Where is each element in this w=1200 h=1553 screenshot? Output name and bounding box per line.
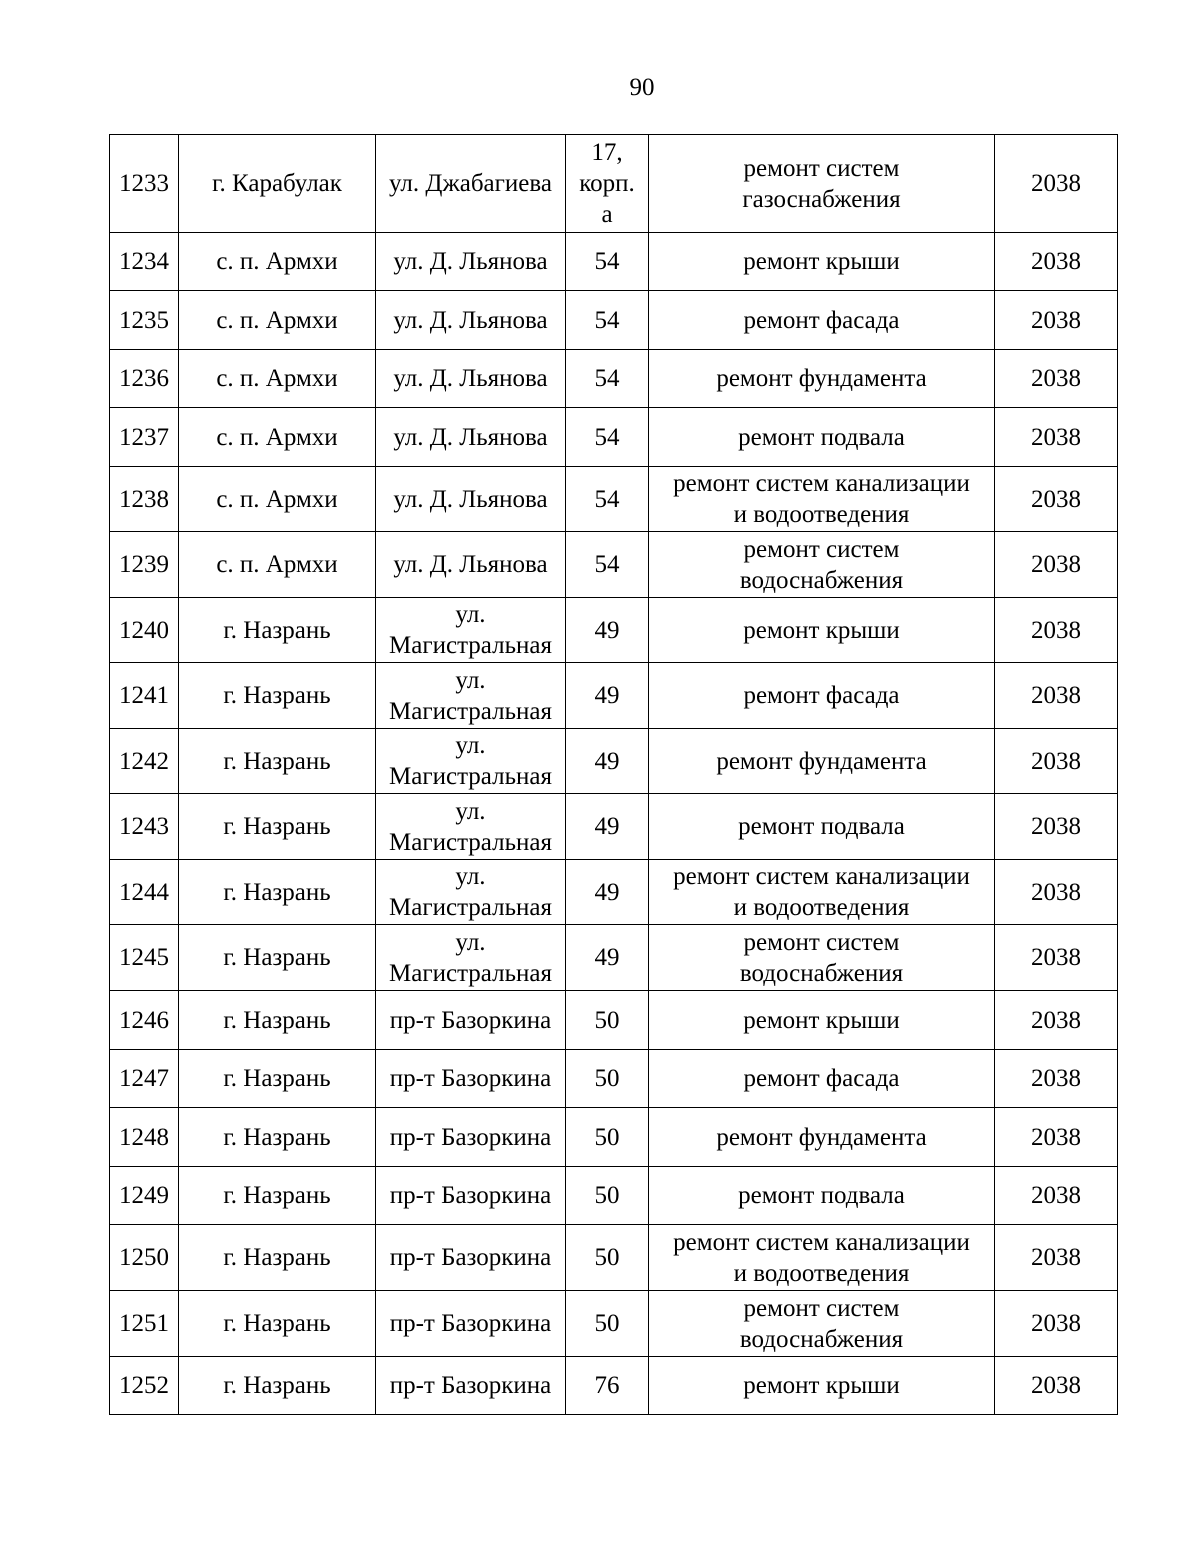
street-cell (376, 598, 566, 663)
house-number-cell (566, 1050, 649, 1108)
street-cell: пр-т Базоркина (376, 1225, 566, 1291)
street-cell: ул. Д. Льянова (376, 408, 566, 467)
table-row (110, 598, 1118, 663)
row-number-cell: 1234 (110, 233, 179, 291)
work-type-cell (649, 1225, 995, 1291)
row-number-cell: 1235 (110, 291, 179, 350)
street-cell-line: Магистральная (389, 763, 552, 790)
work-type-cell (649, 794, 995, 860)
street-cell-line: ул. (455, 601, 486, 628)
work-type-cell-line: и водоотведения (733, 1259, 910, 1287)
work-type-cell-line: ремонт крыши (743, 1372, 900, 1399)
house-number-cell (566, 1167, 649, 1225)
work-type-cell (649, 467, 995, 532)
work-type-cell-line: ремонт фундамента (716, 747, 927, 775)
work-type-cell (649, 991, 995, 1050)
table-row (110, 1291, 1118, 1357)
settlement-cell: г. Назрань (179, 663, 376, 729)
house-number-cell-line: 50 (594, 1006, 620, 1034)
street-cell (376, 794, 566, 860)
street-cell: ул. Д. Льянова (376, 532, 566, 598)
settlement-cell: г. Назрань (179, 991, 376, 1050)
row-number-cell: 1242 (110, 729, 179, 794)
house-number-cell-line: 54 (594, 365, 620, 392)
table-row (110, 408, 1118, 467)
street-cell: пр-т Базоркина (376, 1050, 566, 1108)
house-number-cell (566, 291, 649, 350)
row-number-cell: 1249 (110, 1167, 179, 1225)
work-type-cell (649, 1108, 995, 1167)
table-row (110, 233, 1118, 291)
street-cell: ул. Д. Льянова (376, 233, 566, 291)
street-cell-line: Магистральная (389, 828, 552, 856)
settlement-cell: с. п. Армхи (179, 233, 376, 291)
work-type-cell-line: и водоотведения (733, 501, 910, 528)
row-number-cell: 1250 (110, 1225, 179, 1291)
street-cell: ул. Д. Льянова (376, 350, 566, 408)
table-row (110, 1108, 1118, 1167)
table-row (110, 135, 1118, 233)
house-number-cell (566, 467, 649, 532)
page-number: 90 (629, 74, 655, 101)
settlement-cell: с. п. Армхи (179, 408, 376, 467)
house-number-cell (566, 991, 649, 1050)
work-type-cell-line: ремонт фасада (743, 1065, 900, 1092)
table-row (110, 1167, 1118, 1225)
house-number-cell (566, 135, 649, 233)
work-type-cell (649, 729, 995, 794)
table-row (110, 794, 1118, 860)
work-type-cell (649, 408, 995, 467)
house-number-cell (566, 233, 649, 291)
year-cell: 2038 (995, 350, 1118, 408)
settlement-cell: г. Назрань (179, 1167, 376, 1225)
year-cell: 2038 (995, 991, 1118, 1050)
settlement-cell: г. Назрань (179, 1357, 376, 1415)
work-type-cell (649, 663, 995, 729)
work-type-cell-line: ремонт систем (743, 928, 900, 956)
work-type-cell (649, 860, 995, 925)
year-cell: 2038 (995, 1225, 1118, 1291)
house-number-cell-line: 49 (594, 944, 620, 971)
house-number-cell-line: 50 (594, 1310, 620, 1337)
street-cell-line: ул. (455, 863, 486, 890)
house-number-cell-line: 50 (594, 1182, 620, 1209)
street-cell-line: ул. (455, 666, 486, 694)
street-cell (376, 925, 566, 991)
house-number-cell (566, 598, 649, 663)
settlement-cell: г. Назрань (179, 794, 376, 860)
work-type-cell (649, 1050, 995, 1108)
row-number-cell: 1240 (110, 598, 179, 663)
year-cell: 2038 (995, 135, 1118, 233)
year-cell: 2038 (995, 1108, 1118, 1167)
street-cell (376, 663, 566, 729)
year-cell: 2038 (995, 598, 1118, 663)
house-number-cell (566, 408, 649, 467)
street-cell: ул. Д. Льянова (376, 291, 566, 350)
house-number-cell (566, 1291, 649, 1357)
row-number-cell: 1252 (110, 1357, 179, 1415)
house-number-cell (566, 1225, 649, 1291)
street-cell (376, 729, 566, 794)
house-number-cell-line: 17, (591, 139, 623, 166)
settlement-cell: г. Назрань (179, 925, 376, 991)
house-number-cell-line: 49 (594, 813, 620, 840)
work-type-cell-line: ремонт подвала (738, 423, 905, 451)
year-cell: 2038 (995, 1357, 1118, 1415)
street-cell-line: ул. (455, 732, 486, 759)
street-cell-line: Магистральная (389, 632, 552, 659)
row-number-cell: 1246 (110, 991, 179, 1050)
work-type-cell (649, 598, 995, 663)
row-number-cell: 1237 (110, 408, 179, 467)
house-number-cell-line: 54 (594, 485, 620, 513)
house-number-cell-line: 50 (594, 1123, 620, 1151)
year-cell: 2038 (995, 729, 1118, 794)
house-number-cell-line: корп. (579, 170, 635, 197)
settlement-cell: г. Назрань (179, 1291, 376, 1357)
row-number-cell: 1243 (110, 794, 179, 860)
street-cell-line: Магистральная (389, 894, 552, 921)
work-type-cell-line: ремонт фундамента (716, 1123, 927, 1151)
house-number-cell-line: 49 (594, 747, 620, 775)
year-cell: 2038 (995, 860, 1118, 925)
settlement-cell: г. Назрань (179, 1225, 376, 1291)
work-type-cell (649, 1357, 995, 1415)
work-type-cell (649, 233, 995, 291)
work-type-cell-line: ремонт систем канализации (673, 863, 970, 890)
street-cell (376, 860, 566, 925)
house-number-cell (566, 1108, 649, 1167)
year-cell: 2038 (995, 532, 1118, 598)
house-number-cell (566, 729, 649, 794)
table-row (110, 1357, 1118, 1415)
settlement-cell: г. Назрань (179, 598, 376, 663)
house-number-cell-line: а (601, 201, 613, 228)
work-type-cell-line: водоснабжения (739, 566, 904, 594)
settlement-cell: г. Карабулак (179, 135, 376, 233)
row-number-cell: 1244 (110, 860, 179, 925)
settlement-cell: г. Назрань (179, 729, 376, 794)
house-number-cell-line: 50 (594, 1244, 620, 1271)
settlement-cell: г. Назрань (179, 1108, 376, 1167)
table-row (110, 925, 1118, 991)
house-number-cell (566, 532, 649, 598)
work-type-cell (649, 135, 995, 233)
year-cell: 2038 (995, 291, 1118, 350)
row-number-cell: 1241 (110, 663, 179, 729)
work-type-cell-line: ремонт фасада (743, 682, 900, 709)
street-cell-line: Магистральная (389, 959, 552, 987)
row-number-cell: 1239 (110, 532, 179, 598)
street-cell: ул. Д. Льянова (376, 467, 566, 532)
work-type-cell (649, 1291, 995, 1357)
row-number-cell: 1245 (110, 925, 179, 991)
work-type-cell (649, 532, 995, 598)
house-number-cell-line: 54 (594, 248, 620, 275)
work-type-cell-line: ремонт систем (743, 1294, 900, 1322)
year-cell: 2038 (995, 1050, 1118, 1108)
work-type-cell-line: ремонт фундамента (716, 365, 927, 392)
house-number-cell (566, 663, 649, 729)
work-type-cell-line: ремонт крыши (743, 1006, 900, 1034)
work-type-cell-line: ремонт подвала (738, 1182, 905, 1209)
settlement-cell: с. п. Армхи (179, 291, 376, 350)
year-cell: 2038 (995, 1167, 1118, 1225)
street-cell: пр-т Базоркина (376, 1108, 566, 1167)
row-number-cell: 1247 (110, 1050, 179, 1108)
house-number-cell-line: 49 (594, 878, 620, 906)
work-type-cell (649, 925, 995, 991)
row-number-cell: 1248 (110, 1108, 179, 1167)
table-row (110, 1050, 1118, 1108)
street-cell-line: Магистральная (389, 697, 552, 725)
house-number-cell (566, 925, 649, 991)
registry-table (109, 134, 1118, 1415)
year-cell: 2038 (995, 467, 1118, 532)
table-row (110, 350, 1118, 408)
work-type-cell (649, 1167, 995, 1225)
work-type-cell (649, 291, 995, 350)
work-type-cell (649, 350, 995, 408)
year-cell: 2038 (995, 1291, 1118, 1357)
street-cell: ул. Джабагиева (376, 135, 566, 233)
street-cell: пр-т Базоркина (376, 1357, 566, 1415)
work-type-cell-line: водоснабжения (739, 1325, 904, 1353)
table-row (110, 1225, 1118, 1291)
registry-table-body (110, 135, 1118, 1415)
settlement-cell: с. п. Армхи (179, 532, 376, 598)
table-row (110, 991, 1118, 1050)
house-number-cell (566, 350, 649, 408)
work-type-cell-line: ремонт фасада (743, 306, 900, 334)
house-number-cell-line: 49 (594, 616, 620, 644)
house-number-cell (566, 1357, 649, 1415)
settlement-cell: с. п. Армхи (179, 467, 376, 532)
work-type-cell-line: водоснабжения (739, 959, 904, 987)
work-type-cell-line: газоснабжения (742, 185, 901, 213)
row-number-cell: 1236 (110, 350, 179, 408)
table-row (110, 291, 1118, 350)
house-number-cell-line: 76 (594, 1372, 620, 1399)
row-number-cell: 1251 (110, 1291, 179, 1357)
house-number-cell-line: 50 (594, 1065, 620, 1092)
house-number-cell (566, 860, 649, 925)
street-cell: пр-т Базоркина (376, 1167, 566, 1225)
row-number-cell: 1238 (110, 467, 179, 532)
table-row (110, 467, 1118, 532)
street-cell-line: ул. (455, 928, 486, 956)
table-row (110, 532, 1118, 598)
year-cell: 2038 (995, 794, 1118, 860)
street-cell: пр-т Базоркина (376, 991, 566, 1050)
table-row (110, 729, 1118, 794)
year-cell: 2038 (995, 925, 1118, 991)
settlement-cell: г. Назрань (179, 860, 376, 925)
house-number-cell-line: 54 (594, 423, 620, 451)
year-cell: 2038 (995, 663, 1118, 729)
year-cell: 2038 (995, 233, 1118, 291)
house-number-cell-line: 54 (594, 306, 620, 334)
street-cell-line: ул. (455, 797, 486, 825)
work-type-cell-line: ремонт крыши (743, 616, 900, 644)
street-cell: пр-т Базоркина (376, 1291, 566, 1357)
work-type-cell-line: ремонт подвала (738, 813, 905, 840)
year-cell: 2038 (995, 408, 1118, 467)
work-type-cell-line: ремонт систем (743, 154, 900, 182)
work-type-cell-line: ремонт систем канализации (673, 470, 970, 497)
work-type-cell-line: ремонт крыши (743, 248, 900, 275)
settlement-cell: с. п. Армхи (179, 350, 376, 408)
work-type-cell-line: и водоотведения (733, 894, 910, 921)
work-type-cell-line: ремонт систем (743, 535, 900, 563)
house-number-cell-line: 54 (594, 551, 620, 578)
settlement-cell: г. Назрань (179, 1050, 376, 1108)
house-number-cell-line: 49 (594, 682, 620, 709)
work-type-cell-line: ремонт систем канализации (673, 1228, 970, 1256)
house-number-cell (566, 794, 649, 860)
table-row (110, 663, 1118, 729)
row-number-cell: 1233 (110, 135, 179, 233)
table-row (110, 860, 1118, 925)
